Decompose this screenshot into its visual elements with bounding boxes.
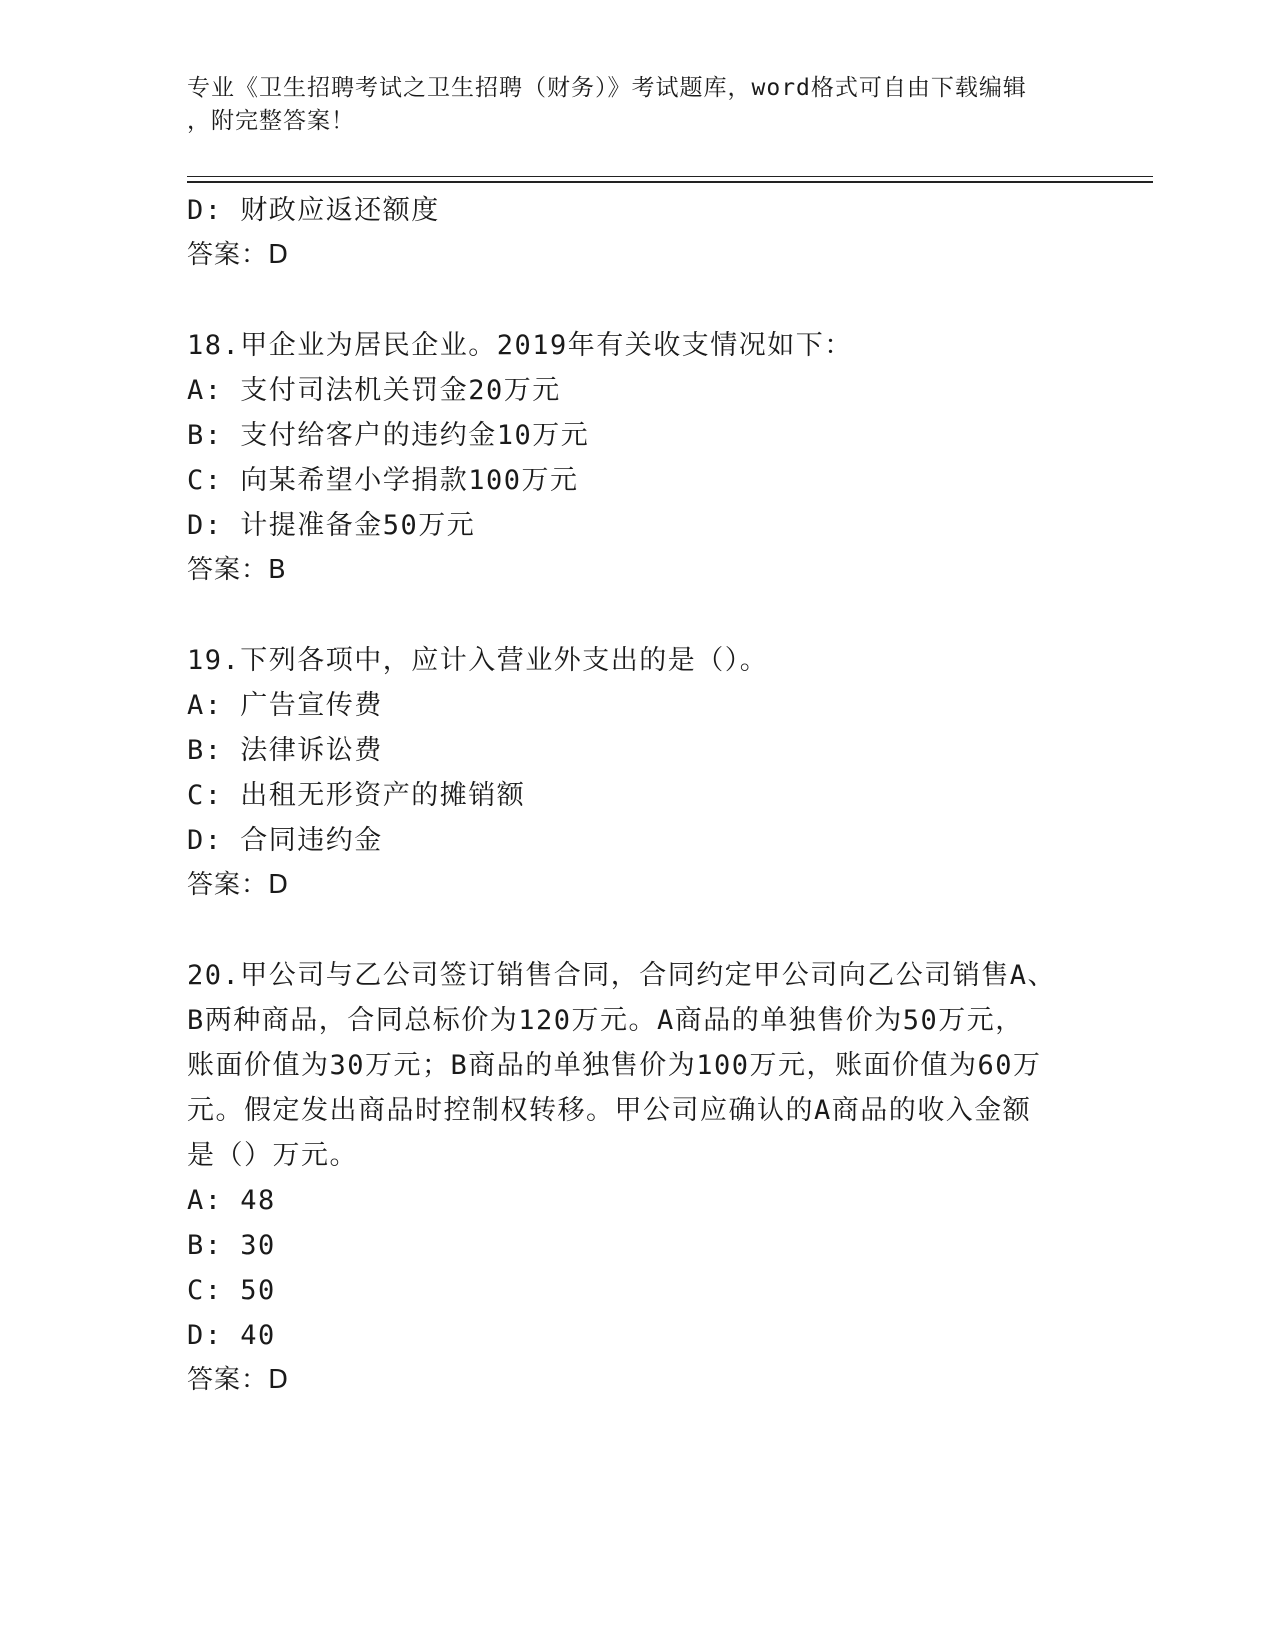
answer-line: 答案：D <box>187 1365 290 1395</box>
option-c: C: 50 <box>187 1275 276 1306</box>
question-block <box>187 953 1087 1403</box>
option-b: B: 30 <box>187 1230 276 1261</box>
question-stem-line: 元。假定发出商品时控制权转移。甲公司应确认的A商品的收入金额 <box>187 1095 1032 1126</box>
option-a: A: 支付司法机关罚金20万元 <box>187 375 561 406</box>
option-a: A: 48 <box>187 1185 276 1216</box>
answer-line: 答案：B <box>187 555 287 585</box>
option-b: B: 法律诉讼费 <box>187 735 383 766</box>
option-c: C: 向某希望小学捐款100万元 <box>187 465 579 496</box>
answer-line: 答案：D <box>187 870 290 900</box>
question-stem-line: 20.甲公司与乙公司签订销售合同，合同约定甲公司向乙公司销售A、 <box>187 960 1057 991</box>
question-stem: 18.甲企业为居民企业。2019年有关收支情况如下： <box>187 330 853 361</box>
question-block <box>187 323 1087 593</box>
spacer <box>187 593 1087 638</box>
question-block <box>187 638 1087 908</box>
option-b: B: 支付给客户的违约金10万元 <box>187 420 590 451</box>
header-line-2: ，附完整答案！ <box>187 108 355 134</box>
document-header <box>187 72 1087 138</box>
header-line-1: 专业《卫生招聘考试之卫生招聘（财务）》考试题库，word格式可自由下载编辑 <box>187 75 1027 101</box>
spacer <box>187 908 1087 953</box>
option-a: A: 广告宣传费 <box>187 690 383 721</box>
question-content <box>187 188 1087 1403</box>
option-d: D: 计提准备金50万元 <box>187 510 476 541</box>
option-d: D: 40 <box>187 1320 276 1351</box>
option-c: C: 出租无形资产的摊销额 <box>187 780 526 811</box>
question-stem-line: 账面价值为30万元；B商品的单独售价为100万元，账面价值为60万 <box>187 1050 1042 1081</box>
option-d: D: 财政应返还额度 <box>187 195 440 226</box>
question-stem: 19.下列各项中，应计入营业外支出的是（）。 <box>187 645 769 676</box>
header-divider-thin <box>187 176 1153 177</box>
spacer <box>187 278 1087 323</box>
option-d: D: 合同违约金 <box>187 825 383 856</box>
answer-line: 答案：D <box>187 240 290 270</box>
question-stem-line: B两种商品，合同总标价为120万元。A商品的单独售价为50万元， <box>187 1005 1024 1036</box>
question-stem-line: 是（）万元。 <box>187 1140 358 1171</box>
header-divider-thick <box>187 181 1153 183</box>
